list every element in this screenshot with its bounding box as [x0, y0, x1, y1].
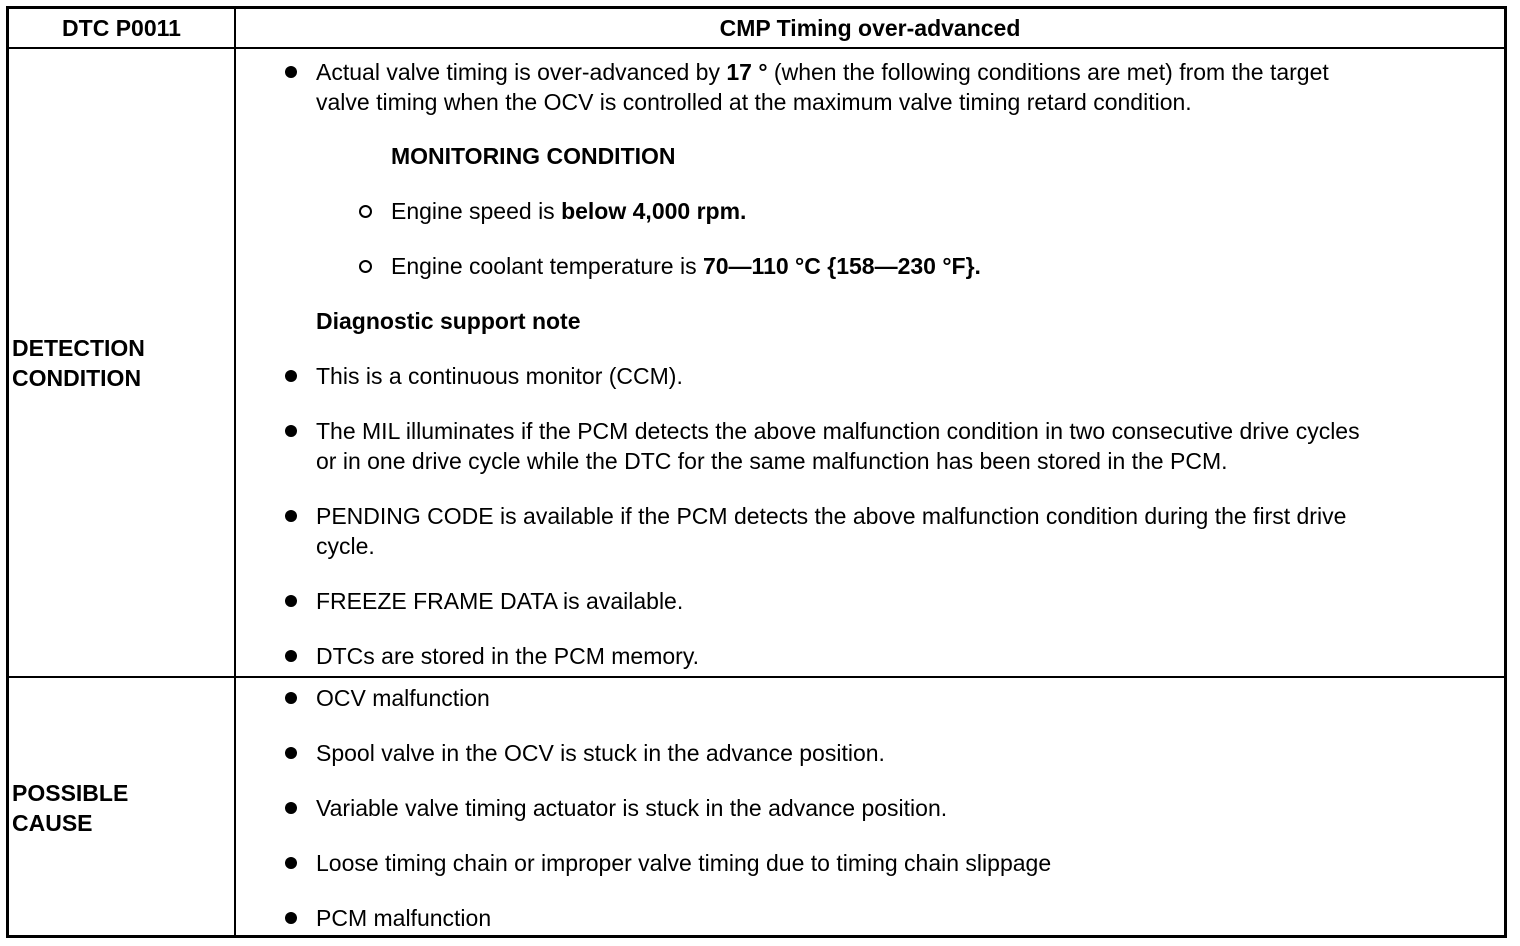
support-note-title: Diagnostic support note: [316, 308, 581, 334]
note-item-cont: cycle.: [316, 533, 375, 559]
monitoring-item-1: Engine speed is below 4,000 rpm.: [391, 198, 747, 224]
bullet-icon: [285, 370, 297, 382]
cause-item: OCV malfunction: [316, 685, 490, 711]
bullet-icon: [285, 425, 297, 437]
bullet-icon: [285, 857, 297, 869]
bullet-icon: [285, 595, 297, 607]
bullet-icon: [285, 802, 297, 814]
bullet-icon: [285, 510, 297, 522]
bullet-icon: [285, 912, 297, 924]
dtc-code: DTC P0011: [62, 15, 181, 41]
monitoring-item-2: Engine coolant temperature is 70—110 °C {158—230 °F}.: [391, 253, 981, 279]
section-divider: [6, 676, 1507, 678]
column-divider: [234, 6, 236, 938]
detection-label-2: CONDITION: [12, 365, 142, 391]
note-item-cont: or in one drive cycle while the DTC for the same malfunction has been stored in the PCM.: [316, 448, 1228, 474]
detection-item-1: Actual valve timing is over-advanced by 17 ° (when the following conditions are met) from the target: [316, 59, 1329, 85]
note-item: FREEZE FRAME DATA is available.: [316, 588, 684, 614]
bullet-icon: [285, 66, 297, 78]
monitoring-title: MONITORING CONDITION: [391, 143, 676, 169]
header-divider: [6, 47, 1507, 49]
cause-item: PCM malfunction: [316, 905, 492, 931]
bullet-icon: [285, 747, 297, 759]
possible-cause-label-2: CAUSE: [12, 810, 93, 836]
detection-label: DETECTION: [12, 335, 145, 361]
note-item: The MIL illuminates if the PCM detects the above malfunction condition in two consecutive drive cycles: [316, 418, 1360, 444]
note-item: DTCs are stored in the PCM memory.: [316, 643, 700, 669]
detection-item-1-line2: valve timing when the OCV is controlled at the maximum valve timing retard condition.: [316, 89, 1192, 115]
cause-item: Spool valve in the OCV is stuck in the advance position.: [316, 740, 885, 766]
bullet-icon: [285, 650, 297, 662]
note-item: PENDING CODE is available if the PCM detects the above malfunction condition during the first drive: [316, 503, 1347, 529]
cause-item: Variable valve timing actuator is stuck in the advance position.: [316, 795, 948, 821]
circle-bullet-icon: [359, 260, 372, 273]
possible-cause-label: POSSIBLE: [12, 780, 129, 806]
dtc-title: CMP Timing over-advanced: [719, 15, 1021, 41]
cause-item: Loose timing chain or improper valve timing due to timing chain slippage: [316, 850, 1052, 876]
note-item: This is a continuous monitor (CCM).: [316, 363, 683, 389]
circle-bullet-icon: [359, 205, 372, 218]
bullet-icon: [285, 692, 297, 704]
